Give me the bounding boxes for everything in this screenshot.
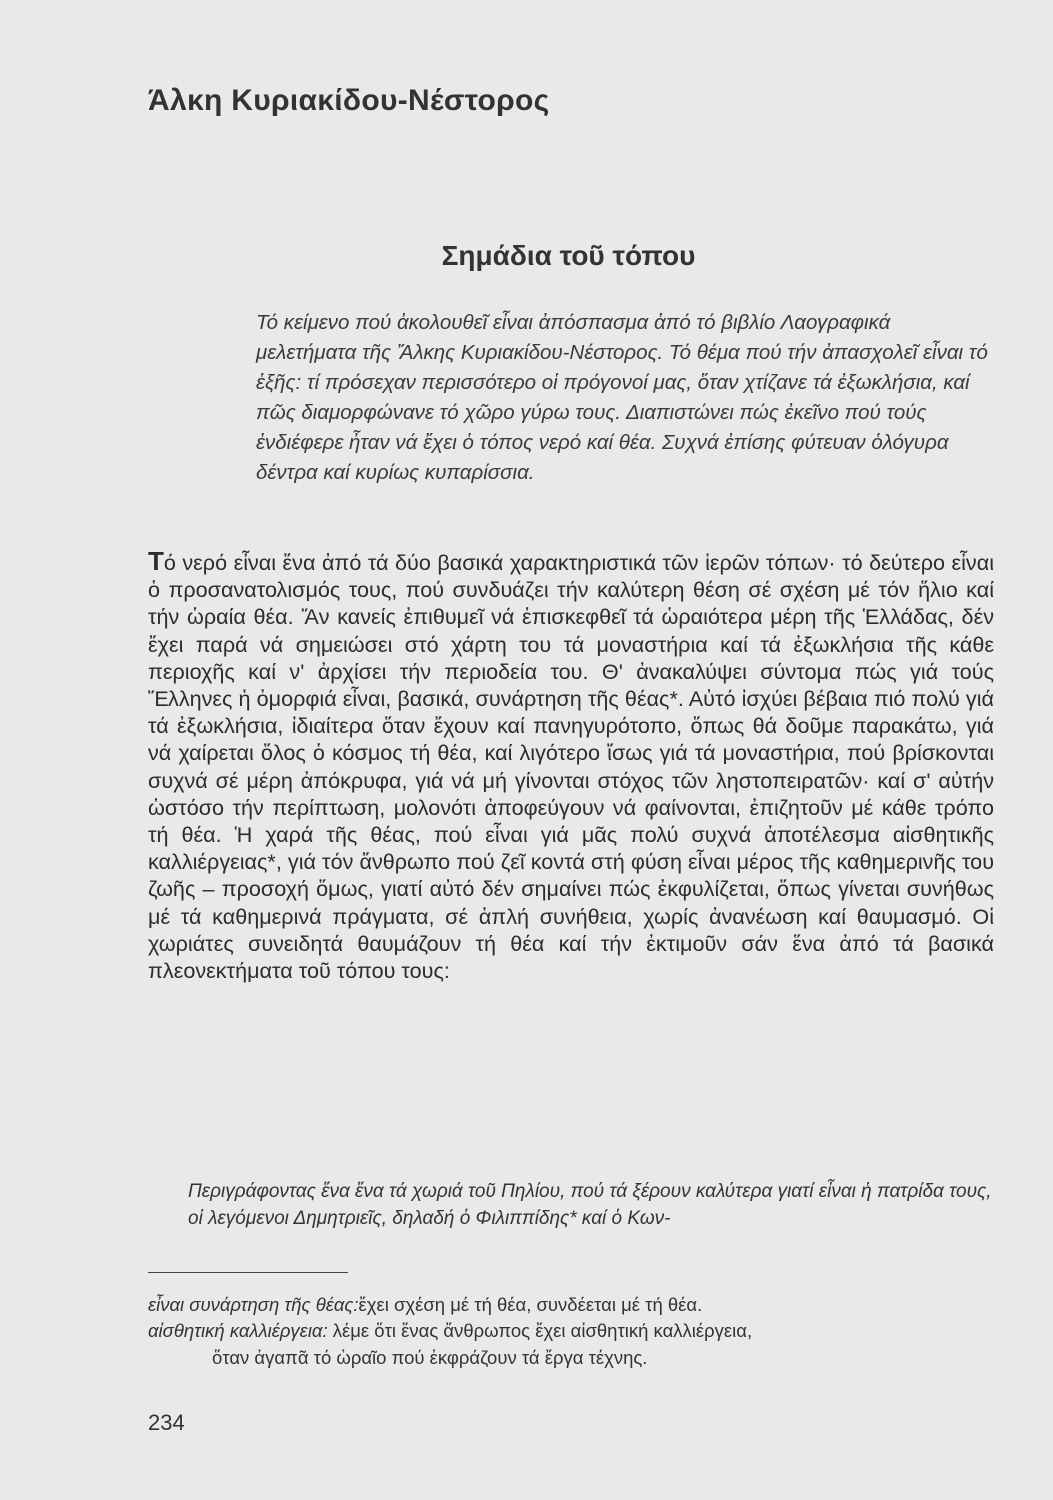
footnote-1 — [148, 1292, 998, 1318]
author-name: Άλκη Κυριακίδου-Νέστορος — [148, 84, 550, 117]
footnote-2-definition: λέμε ὅτι ἕνας ἄνθρωπος ἔχει αἰσθητική καλλιέργεια, — [332, 1320, 753, 1341]
footnote-2-term: αἰσθητική καλλιέργεια: — [148, 1320, 328, 1341]
drop-cap: Τ — [148, 546, 164, 576]
footnote-1-term: εἶναι συνάρτηση τῆς θέας: — [148, 1294, 359, 1315]
quote-paragraph: Περιγράφοντας ἕνα ἕνα τά χωριά τοῦ Πηλίου, πού τά ξέρουν καλύτερα γιατί εἶναι ἡ πατρίδα τους, οἱ λεγόμενοι Δημητριεῖς, δηλαδή ὁ Φιλιππίδης* καί ὁ Κων- — [188, 1181, 992, 1229]
main-paragraph — [148, 548, 994, 984]
footnote-2-continuation: ὅταν ἀγαπᾶ τό ὡραῖο πού ἐκφράζουν τά ἔργα τέχνης. — [212, 1347, 648, 1368]
intro-paragraph: Τό κείμενο πού ἀκολουθεῖ εἶναι ἀπόσπασμα ἀπό τό βιβλίο Λαογραφικά μελετήματα τῆς Ἄλκης Κυριακίδου-Νέστορος. Τό θέμα πού τήν ἀπασχολεῖ εἶναι τό ἑξῆς: τί πρόσεχαν περισσότερο οἱ πρόγονοί μας, ὅταν χτίζανε τά ἐξωκλήσια, καί πῶς διαμορφώνανε τό χῶρο γύρω τους. Διαπιστώνει πώς ἐκεῖνο πού τούς ἐνδιέφερε ἦταν νά ἔχει ὁ τόπος νερό καί θέα. Συχνά ἐπίσης φύτευαν ὁλόγυρα δέντρα καί κυρίως κυπαρίσσια. — [256, 311, 988, 484]
footnote-2 — [148, 1318, 998, 1344]
main-paragraph-text: ό νερό εἶναι ἕνα ἀπό τά δύο βασικά χαρακτηριστικά τῶν ἱερῶν τόπων· τό δεύτερο εἶναι ὁ προσανατολισμός τους, πού συνδυάζει τήν καλύτερη θέση σέ σχέση μέ τόν ἥλιο καί τήν ὡραία θέα. Ἄν κανείς ἐπιθυμεῖ νά ἐπισκεφθεῖ τά ὡραιότερα μέρη τῆς Ἑλλάδας, δέν ἔχει παρά νά σημειώσει στό χάρτη του τά μοναστήρια καί τά ἐξωκλήσια τῆς κάθε περιοχῆς καί ν' ἀρχίσει τήν περιοδεία του. Θ' ἀνακαλύψει σύντομα πώς γιά τούς Ἕλληνες ἡ ὀμορφιά εἶναι, βασικά, συνάρτηση τῆς θέας*. Αὐτό ἰσχύει βέβαια πιό πολύ γιά τά ἐξωκλήσια, ἰδιαίτερα ὅταν ἔχουν καί πανηγυρότοπο, ὅπως θά δοῦμε παρακάτω, γιά νά χαίρεται ὅλος ὁ κόσμος τή θέα, καί λιγότερο ἴσως γιά τά μοναστήρια, πού βρίσκονται συχνά σέ μέρη ἀπόκρυφα, γιά νά μή γίνονται στόχος τῶν ληστοπειρατῶν· καί σ' αὐτήν ὡστόσο τήν περίπτωση, μολονότι ἀποφεύγουν νά φαίνονται, ἐπιζητοῦν μέ κάθε τρόπο τή θέα. Ἡ χαρά τῆς θέας, πού εἶναι γιά μᾶς πολύ συχνά ἀποτέλεσμα αἰσθητικῆς καλλιέργειας*, γιά τόν ἄνθρωπο πού ζεῖ κοντά στή φύση εἶναι μέρος τῆς καθημερινῆς του ζωῆς – προσοχή ὅμως, γιατί αὐτό δέν σημαίνει πώς ἐκφυλίζεται, ὅπως γίνεται συνήθως μέ τά καθημερινά πράγματα, σέ ἁπλή συνήθεια, χωρίς ἀνανέωση καί θαυμασμό. Οἱ χωριάτες συνειδητά θαυμάζουν τή θέα καί τήν ἐκτιμοῦν σάν ἕνα ἀπό τά βασικά πλεονεκτήματα τοῦ τόπου τους: — [148, 550, 994, 984]
footnote-1-definition: ἔχει σχέση μέ τή θέα, συνδέεται μέ τή θέα. — [358, 1294, 703, 1315]
footnote-divider — [148, 1272, 348, 1273]
page-number: 234 — [148, 1410, 185, 1435]
chapter-title: Σημάδια τοῦ τόπου — [441, 240, 696, 271]
